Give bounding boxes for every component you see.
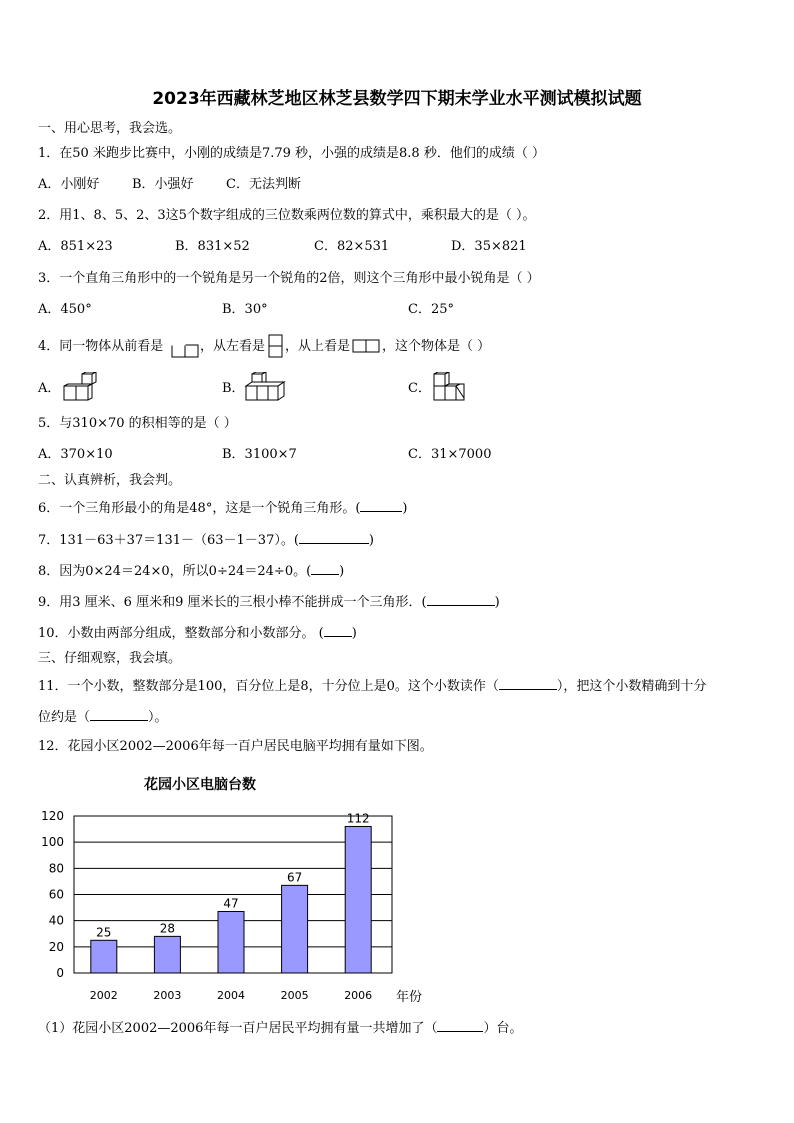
- y-tick-label-0: 0: [56, 966, 64, 980]
- q2-option-d[interactable]: D．35×821: [451, 239, 527, 254]
- q9-close: ): [494, 595, 500, 610]
- q10-close: ): [351, 626, 357, 641]
- question-10-text: 10．小数由两部分组成，整数部分和小数部分。 (: [38, 626, 324, 641]
- bar-2002: [91, 940, 117, 973]
- question-7-text: 7．131－63＋37＝131－（63－1－37）。(: [38, 533, 299, 548]
- y-tick-label-100: 100: [41, 835, 64, 850]
- q1-option-c[interactable]: C．无法判断: [226, 177, 301, 192]
- q6-answer-blank[interactable]: [360, 499, 402, 512]
- question-9-text: 9．用3 厘米、6 厘米和9 厘米长的三根小棒不能拼成一个三角形．(: [38, 595, 427, 610]
- y-tick-label-60: 60: [48, 887, 64, 902]
- q8-close: ): [339, 564, 345, 579]
- question-11-line1: [38, 677, 706, 695]
- x-tick-label-2002: 2002: [89, 989, 118, 1002]
- y-tick-label-40: 40: [48, 913, 64, 928]
- q4-option-b[interactable]: B．: [222, 381, 245, 396]
- question-10: [38, 624, 357, 642]
- chart-title: 花园小区电脑台数: [144, 777, 256, 793]
- left-view-figure: [268, 334, 284, 358]
- cube-figure-a: [60, 372, 98, 404]
- q1-option-a[interactable]: A．小刚好: [38, 177, 100, 192]
- section-2-heading: 二、认真辨析，我会判。: [38, 473, 182, 488]
- x-tick-label-2003: 2003: [153, 989, 182, 1002]
- x-tick-label-2004: 2004: [217, 989, 245, 1002]
- bar-2006: [345, 826, 371, 973]
- question-4-part1: 4．同一物体从前看是: [38, 339, 164, 354]
- q4-option-c[interactable]: C．: [408, 381, 431, 396]
- bar-2003: [154, 936, 180, 973]
- q11-reading-blank[interactable]: [499, 677, 557, 690]
- y-tick-label-120: 120: [41, 809, 64, 823]
- question-8: [38, 562, 344, 580]
- q5-option-a[interactable]: A．370×10: [38, 447, 113, 462]
- q5-option-c[interactable]: C．31×7000: [408, 447, 492, 462]
- q10-answer-blank[interactable]: [324, 624, 352, 637]
- q7-close: ): [368, 533, 374, 548]
- top-view-figure: [352, 339, 380, 353]
- q4-option-a[interactable]: A．: [38, 381, 61, 396]
- cube-figure-b: [244, 372, 290, 404]
- question-11-text-b: ），把这个小数精确到十分: [556, 679, 707, 694]
- question-6-text: 6．一个三角形最小的角是48°，这是一个锐角三角形。(: [38, 501, 361, 516]
- question-5-text: 5．与310×70 的积相等的是（ ）: [38, 416, 237, 431]
- q1-option-b[interactable]: B．小强好: [132, 177, 194, 192]
- data-label-2002: 25: [96, 925, 112, 940]
- question-1-text: 1．在50 米跑步比赛中，小刚的成绩是7.79 秒，小强的成绩是8.8 秒．他们的成绩（ ）: [38, 146, 545, 161]
- data-label-2005: 67: [286, 870, 303, 885]
- bar-chart: [30, 770, 450, 1010]
- question-11-text-d: ）。: [148, 710, 168, 725]
- q2-option-a[interactable]: A．851×23: [38, 239, 113, 254]
- question-4-part3: ，从上看是: [285, 339, 351, 354]
- question-11-line2: [38, 708, 168, 726]
- front-view-figure: [171, 334, 199, 358]
- question-12-sub1: [38, 1019, 522, 1037]
- q7-answer-blank[interactable]: [299, 531, 369, 544]
- data-label-2006: 112: [346, 811, 370, 826]
- q11-rounding-blank[interactable]: [90, 708, 148, 721]
- q2-option-c[interactable]: C．82×531: [314, 239, 390, 254]
- q12-sub1-answer-blank[interactable]: [437, 1019, 483, 1032]
- q3-option-b[interactable]: B．30°: [222, 302, 268, 317]
- question-4-part2: ，从左看是: [200, 339, 266, 354]
- q8-answer-blank[interactable]: [311, 562, 339, 575]
- question-12-sub1-text-b: ）台。: [483, 1021, 523, 1036]
- q2-option-b[interactable]: B．831×52: [175, 239, 250, 254]
- q3-option-c[interactable]: C．25°: [408, 302, 454, 317]
- bar-2005: [282, 885, 308, 973]
- q9-answer-blank[interactable]: [427, 593, 495, 606]
- question-6: [38, 499, 407, 517]
- question-12-text: 12．花园小区2002—2006年每一百户居民电脑平均拥有量如下图。: [38, 739, 433, 754]
- cube-figure-c: [430, 372, 468, 404]
- question-7: [38, 531, 374, 549]
- question-11-text-c: 位约是（: [38, 710, 91, 725]
- section-1-heading: 一、用心思考，我会选。: [38, 121, 182, 136]
- y-tick-label-20: 20: [48, 939, 64, 954]
- q5-option-b[interactable]: B．3100×7: [222, 447, 297, 462]
- question-2-text: 2．用1、8、5、2、3这5个数字组成的三位数乘两位数的算式中，乘积最大的是（ ）。: [38, 208, 536, 223]
- question-3-text: 3．一个直角三角形中的一个锐角是另一个锐角的2倍，则这个三角形中最小锐角是（ ）: [38, 271, 540, 286]
- x-axis-label: 年份: [396, 990, 423, 1005]
- question-12-sub1-text-a: （1）花园小区2002—2006年每一百户居民平均拥有量一共增加了（: [38, 1021, 438, 1036]
- question-11-text-a: 11．一个小数，整数部分是100，百分位上是8，十分位上是0。这个小数读作（: [38, 679, 499, 694]
- q3-option-a[interactable]: A．450°: [38, 302, 92, 317]
- data-label-2004: 47: [223, 896, 239, 911]
- y-tick-label-80: 80: [48, 861, 64, 876]
- x-tick-label-2006: 2006: [344, 989, 373, 1002]
- question-9: [38, 593, 500, 611]
- question-8-text: 8．因为0×24＝24×0，所以0÷24＝24÷0。(: [38, 564, 312, 579]
- q6-close: ): [402, 501, 408, 516]
- question-4-part4: ，这个物体是（ ）: [382, 339, 491, 354]
- bar-2004: [218, 912, 244, 973]
- data-label-2003: 28: [159, 921, 176, 936]
- section-3-heading: 三、仔细观察，我会填。: [38, 651, 182, 666]
- document-title: 2023年西藏林芝地区林芝县数学四下期末学业水平测试模拟试题: [152, 89, 642, 109]
- x-tick-label-2005: 2005: [280, 989, 309, 1002]
